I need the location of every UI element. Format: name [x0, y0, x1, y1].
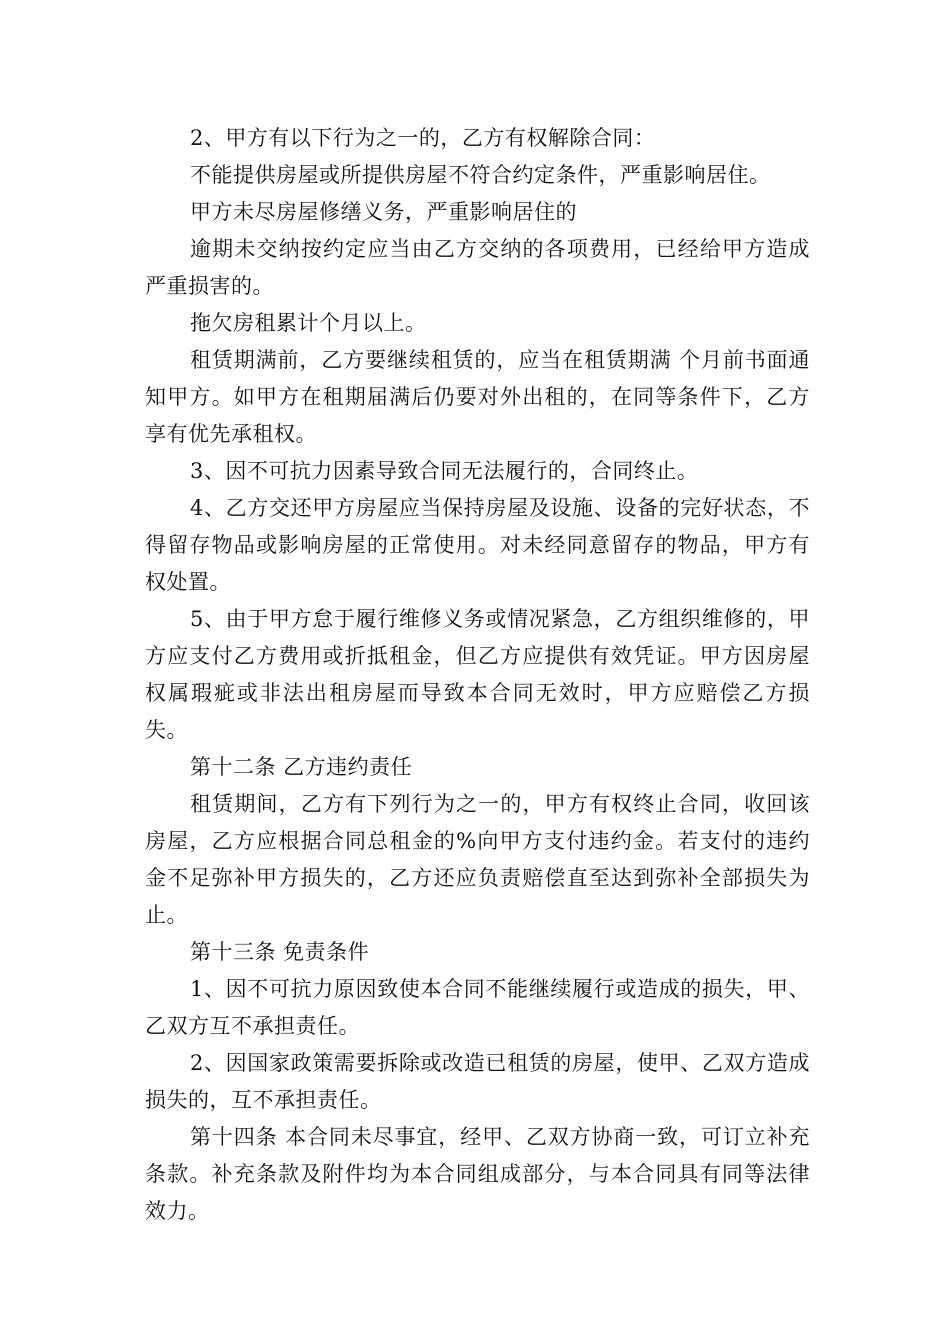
paragraph-renewal-notice: 租赁期满前，乙方要继续租赁的，应当在租赁期满 个月前书面通知甲方。如甲方在租期届满后仍要对外出租的，在同等条件下，乙方享有优先承租权。 — [145, 348, 810, 446]
paragraph-article-14: 第十四条 本合同未尽事宜，经甲、乙双方协商一致，可订立补充条款。补充条款及附件均为本合同组成部分，与本合同具有同等法律效力。 — [145, 1125, 810, 1223]
document-body — [145, 120, 810, 1230]
paragraph-rent-arrears: 拖欠房租累计个月以上。 — [190, 311, 427, 335]
paragraph-repair-duty: 甲方未尽房屋修缮义务，严重影响居住的 — [190, 200, 577, 224]
paragraph-clause-2-termination-rights: 2、甲方有以下行为之一的，乙方有权解除合同： — [190, 126, 656, 150]
paragraph-clause-4-return-property: 4、乙方交还甲方房屋应当保持房屋及设施、设备的完好状态，不得留存物品或影响房屋的正常使用。对未经同意留存的物品，甲方有权处置。 — [145, 496, 810, 594]
paragraph-housing-not-provided: 不能提供房屋或所提供房屋不符合约定条件，严重影响居住。 — [190, 163, 771, 187]
heading-article-12: 第十二条 乙方违约责任 — [190, 755, 413, 779]
paragraph-exemption-1: 1、因不可抗力原因致使本合同不能继续履行或造成的损失，甲、乙双方互不承担责任。 — [145, 977, 810, 1038]
paragraph-tenant-breach: 租赁期间，乙方有下列行为之一的，甲方有权终止合同，收回该房屋，乙方应根据合同总租金的%向甲方支付违约金。若支付的违约金不足弥补甲方损失的，乙方还应负责赔偿直至达到弥补全部损失为止。 — [145, 792, 810, 927]
paragraph-clause-5-repairs: 5、由于甲方怠于履行维修义务或情况紧急，乙方组织维修的，甲方应支付乙方费用或折抵租金，但乙方应提供有效凭证。甲方因房屋权属瑕疵或非法出租房屋而导致本合同无效时，甲方应赔偿乙方损失。 — [145, 607, 810, 742]
heading-article-13: 第十三条 免责条件 — [190, 940, 370, 964]
paragraph-overdue-fees: 逾期未交纳按约定应当由乙方交纳的各项费用，已经给甲方造成严重损害的。 — [145, 237, 810, 298]
paragraph-clause-3-force-majeure: 3、因不可抗力因素导致合同无法履行的，合同终止。 — [190, 459, 699, 483]
paragraph-exemption-2: 2、因国家政策需要拆除或改造已租赁的房屋，使甲、乙双方造成损失的，互不承担责任。 — [145, 1051, 810, 1112]
